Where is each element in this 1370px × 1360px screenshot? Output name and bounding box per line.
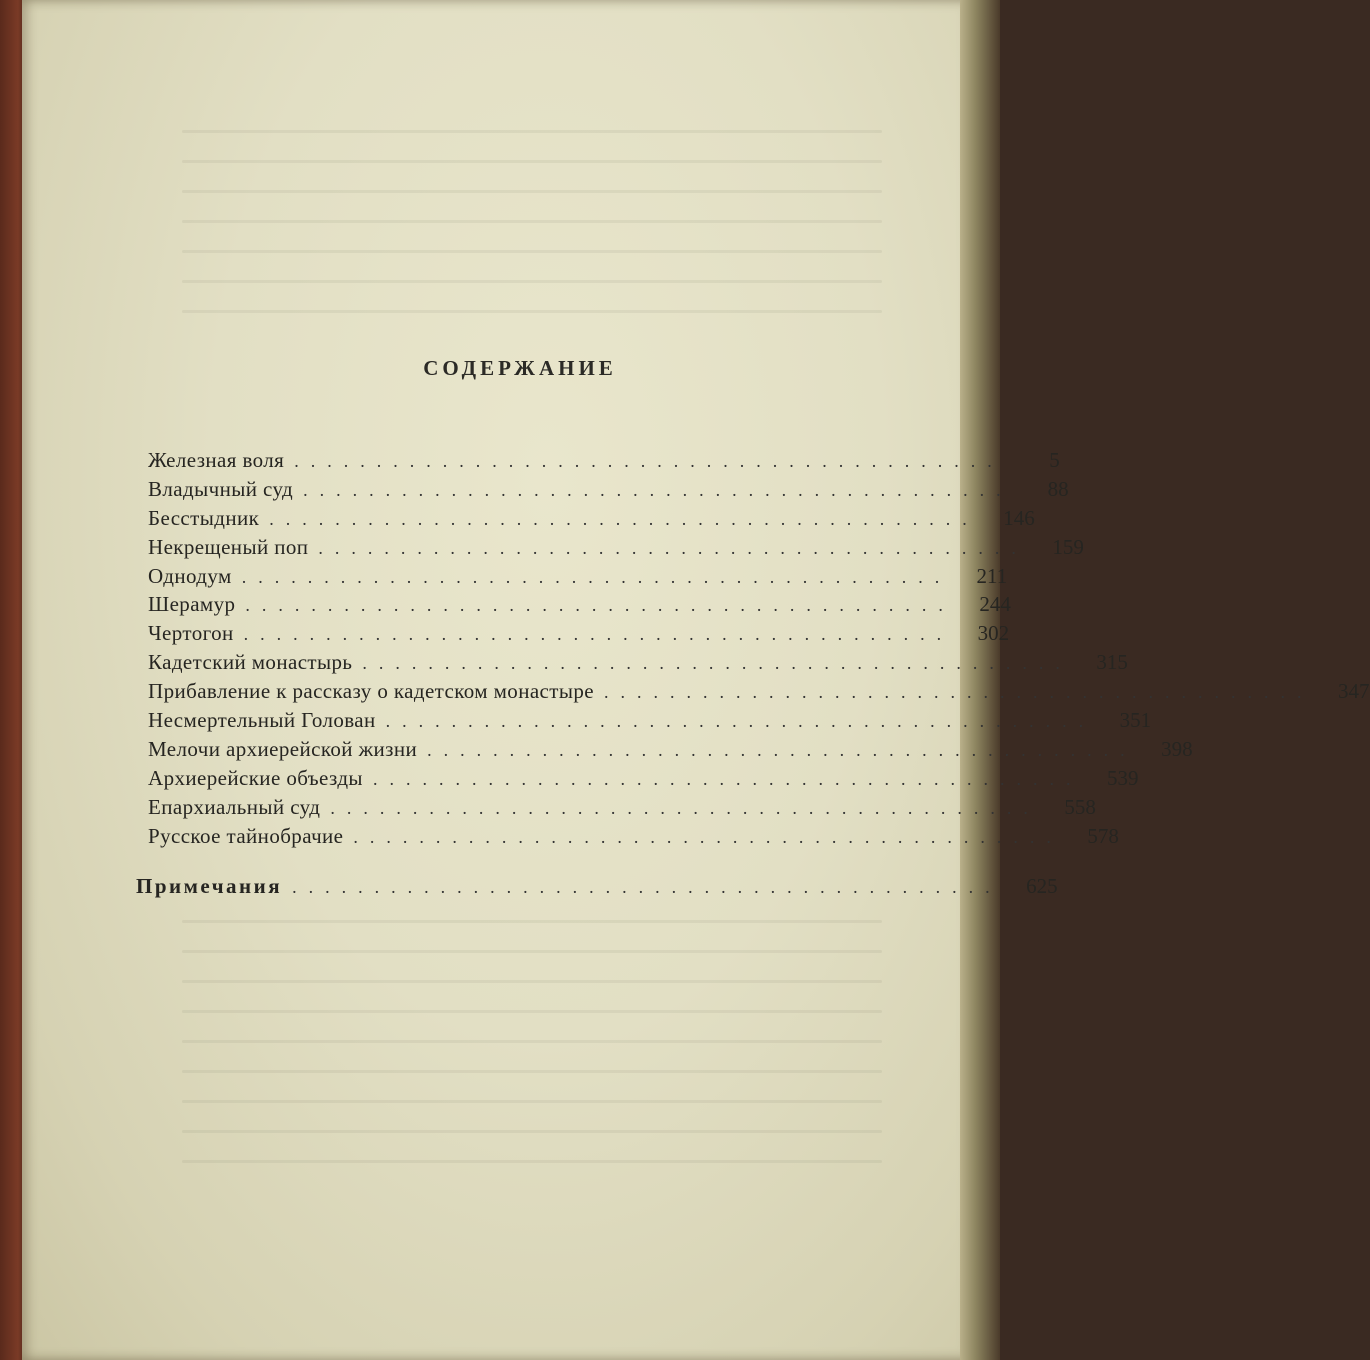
toc-leader-dots: ........................................... xyxy=(362,653,1072,674)
toc-row xyxy=(148,592,1011,621)
toc-leader-dots: ........................................... xyxy=(241,566,952,587)
toc-page-number: 159 xyxy=(1052,534,1084,559)
toc-page-number: 351 xyxy=(1119,708,1152,733)
toc-leader-dots: ........................................... xyxy=(245,595,955,616)
bleed-through-line xyxy=(182,1070,882,1073)
bleed-through-line xyxy=(182,920,882,923)
toc-row xyxy=(148,448,1060,477)
bleed-through-line xyxy=(182,280,882,283)
toc-page-number: 315 xyxy=(1096,650,1128,675)
toc-leader-dots: ........................................... xyxy=(385,711,1096,732)
toc-entry-title: Шерамур xyxy=(148,592,236,617)
toc-leader-dots: ........................................... xyxy=(243,624,954,645)
toc-leader-dots: ........................................... xyxy=(427,739,1137,760)
toc-notes-row xyxy=(136,874,1058,903)
toc-leader-dots: ........................................... xyxy=(292,877,1002,898)
bleed-through-line xyxy=(182,1100,882,1103)
toc-row xyxy=(148,765,1139,795)
toc-leader-dots: ........................................... xyxy=(604,682,1314,703)
toc-row xyxy=(148,534,1084,564)
toc-entry-title: Железная воля xyxy=(148,448,285,472)
bleed-through-line xyxy=(182,1040,882,1043)
toc-entry-title: Чертогон xyxy=(148,621,234,646)
toc-page-number: 302 xyxy=(977,621,1010,646)
toc-leader-dots: ........................................... xyxy=(372,768,1083,789)
bleed-through-line xyxy=(182,1010,882,1013)
toc-row xyxy=(148,823,1119,853)
toc-entry-title: Несмертельный Голован xyxy=(148,708,376,733)
toc-entry-title: Некрещеный поп xyxy=(148,534,309,559)
toc-page-number: 539 xyxy=(1106,765,1139,790)
bleed-through-line xyxy=(182,950,882,953)
bleed-through-line xyxy=(182,980,882,983)
toc-entry-title: Архиерейские объезды xyxy=(148,765,363,790)
toc-page-number: 146 xyxy=(1003,505,1035,530)
toc-row xyxy=(148,563,1008,593)
toc-entry-title: Мелочи архиерейской жизни xyxy=(148,736,418,761)
bleed-through-line xyxy=(182,1160,882,1163)
toc-row xyxy=(148,736,1193,766)
book-cover-edge-right xyxy=(960,0,1000,1360)
bleed-through-line xyxy=(182,1130,882,1133)
toc-leader-dots: ........................................... xyxy=(269,508,979,529)
toc-leader-dots: ........................................... xyxy=(353,826,1063,847)
toc-page-number: 88 xyxy=(1047,476,1069,501)
toc-page-number: 211 xyxy=(976,563,1008,588)
toc-row xyxy=(148,621,1010,650)
toc-page-number: 244 xyxy=(979,592,1011,617)
toc-entry-title: Владычный суд xyxy=(148,476,294,501)
toc-entry-title: Кадетский монастырь xyxy=(148,650,353,675)
toc-row xyxy=(148,794,1096,824)
contents-heading: СОДЕРЖАНИЕ xyxy=(423,356,617,380)
toc-page-number: 625 xyxy=(1026,874,1058,899)
toc-page-number: 578 xyxy=(1087,823,1119,848)
toc-leader-dots: ........................................... xyxy=(294,451,1004,471)
toc-row xyxy=(148,505,1035,535)
toc-page-number: 558 xyxy=(1064,794,1096,819)
toc-row xyxy=(148,679,1370,708)
bleed-through-line xyxy=(182,250,882,253)
toc-leader-dots: ........................................... xyxy=(330,797,1040,818)
toc-page-number: 5 xyxy=(1049,448,1060,472)
toc-row xyxy=(148,650,1128,679)
toc-entry-title: Однодум xyxy=(148,563,232,588)
table-of-contents xyxy=(136,448,1370,903)
toc-entry-title: Прибавление к рассказу о кадетском монастыре xyxy=(148,679,594,704)
toc-row xyxy=(148,476,1069,506)
bleed-through-line xyxy=(182,220,882,223)
bleed-through-line xyxy=(182,190,882,193)
toc-row xyxy=(148,708,1152,737)
bleed-through-line xyxy=(182,160,882,163)
toc-leader-dots: ........................................... xyxy=(318,537,1028,558)
toc-page-number: 398 xyxy=(1161,736,1193,761)
bleed-through-line xyxy=(182,310,882,313)
toc-page-number: 347 xyxy=(1338,679,1370,704)
toc-entry-title: Примечания xyxy=(136,874,283,899)
toc-leader-dots: ........................................... xyxy=(303,479,1013,500)
toc-entry-title: Епархиальный суд xyxy=(148,794,321,819)
toc-entry-title: Бесстыдник xyxy=(148,505,260,530)
bleed-through-line xyxy=(182,130,882,133)
toc-entry-title: Русское тайнобрачие xyxy=(148,823,344,848)
